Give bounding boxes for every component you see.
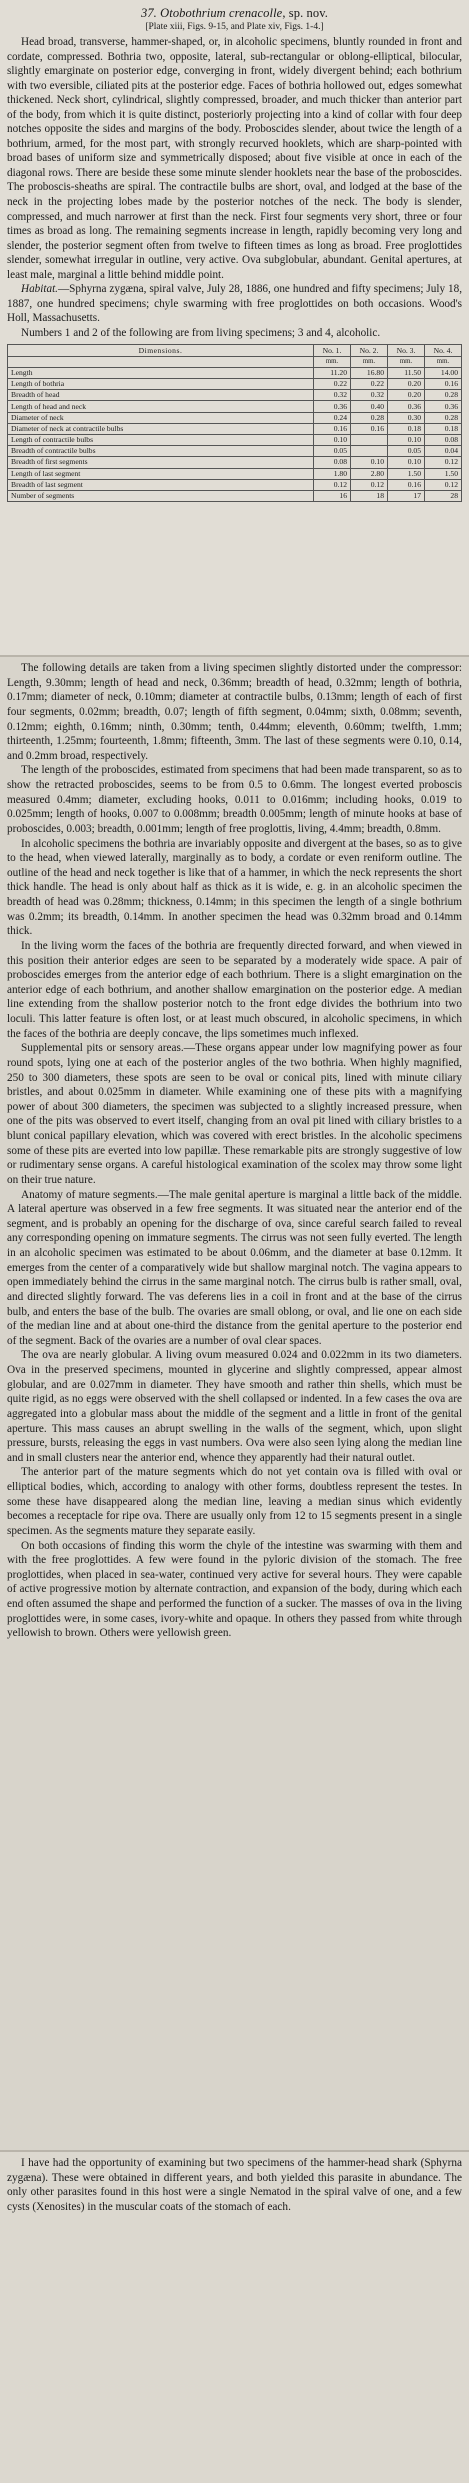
dimension-value: 0.18 (425, 423, 462, 434)
dimension-value: 0.05 (314, 446, 351, 457)
table-row (8, 423, 462, 434)
ova-paragraph: The ova are nearly globular. A living ovum measured 0.024 and 0.022mm in its two diameters. Ova in the preserved specimens, mounted in glycerine and slightly compressed, appear almost globular, and are 0.027mm in diameter. They have smooth and rather thin shells, which must be quite rigid, as no eggs were observed with the shell collapsed or indented. In a few cases the ova are aggregated into a globular mass about the middle of the segment and a little in front of the genital aperture. This mass causes an abrupt swelling in the walls of the segment, which, upon slight pressure, bursts, releasing the eggs in vast numbers. Ova were also seen lying along the median line and in small clusters near the anterior end, whence they apparently had their natural outlet. (7, 1349, 462, 1464)
units-cell: mm. (388, 356, 425, 367)
plate-reference: [Plate xiii, Figs. 9-15, and Plate xiv, Figs. 1-4.] (145, 22, 324, 32)
dimension-value: 0.10 (314, 434, 351, 445)
dimension-value: 0.12 (314, 479, 351, 490)
dimension-value: 0.20 (388, 379, 425, 390)
supplemental-pits-paragraph: Supplemental pits or sensory areas.—These organs appear under low magnifying power as four round spots, lying one at each of the posterior angles of the two bothria. When highly magnified, 250 to 300 diameters, these spots are seen to be oval or conical pits, lined with minute ciliary bristles, and about 0.025mm in diameter. While examining one of these pits with a magnifying power of about 300 diameters, the specimen was subjected to a slightly increased pressure, when one of the pits was observed to evert itself, changing from an oval pit lined with ciliary bristles to a blunt conical papillary elevation, which was covered with erect bristles. In the alcoholic specimens some of these pits are everted into low papillæ. These remarkable pits are strongly suggestive of low or rudimentary sense organs. A careful histological examination of the scolex may throw some light on their true nature. (7, 1042, 462, 1186)
header-no2: No. 2. (351, 345, 388, 356)
dimension-value: 0.28 (425, 412, 462, 423)
dimension-value: 0.40 (351, 401, 388, 412)
dimension-value: 0.32 (314, 390, 351, 401)
dimensions-table (7, 344, 462, 502)
alcoholic-specimens-paragraph: In alcoholic specimens the bothria are invariably opposite and divergent at the bases, so as to give to the head, when viewed laterally, marginally as to body, a cordate or even reniform outline. The outline of the head and neck together is like that of a hammer, in which the neck represents the short thick handle. The head is only about half as thick as it is wide, e. g. in an alcoholic specimen the breadth of head was 0.28mm; thickness, 0.14mm; in this specimen the length of a single bothrium was 0.2mm; its breadth, 0.14mm. In another specimen the head was 0.32mm broad and 0.14mm thick. (7, 837, 462, 938)
dimension-label: Length of contractile bulbs (8, 434, 314, 445)
dimension-label: Breadth of last segment (8, 479, 314, 490)
dimension-value: 0.16 (314, 423, 351, 434)
units-cell: mm. (314, 356, 351, 367)
dimension-value: 0.18 (388, 423, 425, 434)
dimension-value: 0.08 (314, 457, 351, 468)
dimension-value: 16.80 (351, 367, 388, 378)
dimension-value: 2.80 (351, 468, 388, 479)
dimension-value: 11.20 (314, 367, 351, 378)
table-row (8, 379, 462, 390)
numbers-note: Numbers 1 and 2 of the following are from living specimens; 3 and 4, alcoholic. (21, 326, 381, 339)
table-row (8, 390, 462, 401)
species-description: Head broad, transverse, hammer-shaped, or, in alcoholic specimens, bluntly rounded in front and cordate, compressed. Bothria two, opposite, lateral, sub-rectangular or oblong-elliptical, bilocular, slightly emarginate on posterior edge, converging in front, widely divergent behind; each bothrium with two eversible, ciliated pits at the posterior edge. Faces of bothria hollowed out, edges somewhat thickened. Neck short, cylindrical, slightly compressed, broader, and much thicker than anterior part of the body, from which it is quite distinct, posteriorly projecting into a kind of collar with four deep notches opposite the sides and margins of the body. Proboscides slender, about twice the length of a bothrium, armed, for the most part, with strongly recurved hooklets, which are sharp-pointed with broad bases of uniform size and symmetrically disposed; about five visible at once in each of the diagonal rows. There are beside these some minute slender hooklets near the base of the proboscides. The proboscis-sheaths are spiral. The contractile bulbs are short, oval, and lodged at the base of the neck in the projecting lobes made by the posterior notches of the neck. The body is slender, compressed, and much narrower at first than the neck. First four segments very short, three or four times as broad as long. The remaining segments increase in length, rapidly becoming very long and slender, the posterior segment often from twelve to fifteen times as long as broad. Free proglottides slender, somewhat irregular in outline, very active. Ova subglobular, abundant. Genital apertures, at least male, marginal a little behind middle point. (7, 36, 462, 281)
dimension-value: 0.36 (388, 401, 425, 412)
dimension-value: 0.30 (388, 412, 425, 423)
units-row (8, 356, 462, 367)
table-row (8, 468, 462, 479)
habitat-paragraph (7, 282, 462, 326)
dimension-value: 0.10 (388, 457, 425, 468)
dimension-label: Length of last segment (8, 468, 314, 479)
dimension-value: 1.50 (425, 468, 462, 479)
table-row (8, 490, 462, 501)
header-no4: No. 4. (425, 345, 462, 356)
testes-paragraph: The anterior part of the mature segments which do not yet contain ova is filled with oval or elliptical bodies, which, according to analogy with other forms, doubtless represent the testes. In some these have disappeared along the median line, leaving a median sinus which evidently becomes a receptacle for ripe ova. There are usually only from 12 to 15 segments present in a single specimen. As the segments mature they separate easily. (7, 1466, 462, 1537)
dimension-value: 0.36 (314, 401, 351, 412)
dimension-label: Breadth of head (8, 390, 314, 401)
anatomy-paragraph: Anatomy of mature segments.—The male genital aperture is marginal a little back of the middle. A lateral aperture was observed in a few free segments. It was situated near the anterior end of the segment, and is probably an opening for the discharge of ova, since careful search failed to reveal any corresponding opening on immature segments. The cirrus was not seen fully everted. The length in an alcoholic specimen was estimated to be about 0.06mm, and the diameter at base 0.12mm. It emerges from the center of a comparatively wide but shallow marginal notch. The vagina appears to open immediately behind the cirrus in the same marginal notch. The cirrus bulb is rather small, oval, and directed slightly forward. The vas deferens lies in a coil in front and at the base of the cirrus bulb, and enters the base of the bulb. The ovaries are small oblong, or oval, and lie one on each side of the median line and at about one-third the distance from the genital aperture to the posterior end of the segment. Back of the ovaries are a number of oval clear spaces. (7, 1188, 462, 1347)
dimension-value: 1.80 (314, 468, 351, 479)
dimension-value: 0.10 (351, 457, 388, 468)
dimension-value: 0.05 (388, 446, 425, 457)
table-row (8, 412, 462, 423)
header-no3: No. 3. (388, 345, 425, 356)
species-title (7, 6, 462, 21)
table-row (8, 479, 462, 490)
dimension-value: 0.08 (425, 434, 462, 445)
dimension-value: 0.28 (351, 412, 388, 423)
table-row (8, 401, 462, 412)
dimension-label: Length of head and neck (8, 401, 314, 412)
dimension-label: Diameter of neck (8, 412, 314, 423)
living-worm-paragraph: In the living worm the faces of the bothria are frequently directed forward, and when viewed in this position their anterior edges are seen to be separated by a moderately wide space. A pair of proboscides emerges from the anterior edge of each bothrium. There is a slight emargination on the anterior edge of each bothrium, and another shallow emargination on the posterior edge. A median line extending from the shallow posterior notch to the front edge divides the bothrium into two loculi. This latter feature is often lost, or at least much obscured, in alcoholic specimens, in which the faces of the bothria are deeply concave, the lips sometimes much inflexed. (7, 939, 462, 1040)
units-cell: mm. (351, 356, 388, 367)
header-no1: No. 1. (314, 345, 351, 356)
dimension-value: 18 (351, 490, 388, 501)
dimension-value: 0.36 (425, 401, 462, 412)
dimension-value (351, 434, 388, 445)
dimension-value: 1.50 (388, 468, 425, 479)
habitat-text: —Sphyrna zygæna, spiral valve, July 28, 1886, one hundred and fifty specimens; July 18, 1887, one hundred specimens; chyle swarming with free proglottides on both occasions. Wood's Holl, Massachusetts. (7, 283, 462, 325)
units-cell (8, 356, 314, 367)
dimensions-header-row (8, 345, 462, 356)
dimension-value: 0.22 (314, 379, 351, 390)
page-strip-bottom (0, 2152, 469, 2483)
dimension-value: 0.22 (351, 379, 388, 390)
dimension-value: 0.16 (388, 479, 425, 490)
header-dimensions: Dimensions. (8, 345, 314, 356)
proboscides-paragraph: The length of the proboscides, estimated from specimens that had been made transparent, so as to show the retracted proboscides, seems to be from 0.5 to 0.6mm. The longest everted proboscis measured 0.4mm; diameter, excluding hooks, 0.011 to 0.016mm; including hooks, 0.019 to 0.025mm; length of hooks, 0.007 to 0.008mm; breadth 0.005mm; length of minute hooks at base of proboscides, 0.003; breadth, 0.001mm; length of free proglottis, living, 4.4mm; breadth, 0.8mm. (7, 764, 462, 835)
page-strip-middle (0, 657, 469, 2150)
dimension-label: Breadth of first segments (8, 457, 314, 468)
dimension-value: 14.00 (425, 367, 462, 378)
dimension-value: 0.16 (351, 423, 388, 434)
hammerhead-paragraph: I have had the opportunity of examining but two specimens of the hammer-head shark (Sphyrna zygæna). These were obtained in different years, and both yielded this parasite in abundance. The only other parasites found in this host were a single Nematod in the spiral valve of one, and a few cysts (Xenosites) in the muscular coats of the stomach of each. (7, 2157, 462, 2214)
dimension-value: 0.24 (314, 412, 351, 423)
dimension-value: 0.32 (351, 390, 388, 401)
dimension-label: Length of bothria (8, 379, 314, 390)
species-title-suffix: , sp. nov. (282, 6, 329, 20)
dimension-label: Number of segments (8, 490, 314, 501)
table-row (8, 457, 462, 468)
occasions-paragraph: On both occasions of finding this worm the chyle of the intestine was swarming with them and with the free proglottides. A few were found in the pyloric division of the stomach. The free proglottides, when placed in sea-water, continued very active for several hours. They were capable of active progressive motion by alternate contraction, and expansion of the body, during which each end often assumed the shape and performed the function of a sucker. The masses of ova in the living proglottides were, in some cases, ivory-white and opaque. In others they passed from white through yellowish to brown. Others were yellowish green. (7, 1539, 462, 1640)
dimension-value: 0.20 (388, 390, 425, 401)
habitat-label: Habitat. (21, 283, 58, 296)
table-row (8, 434, 462, 445)
units-cell: mm. (425, 356, 462, 367)
dimension-value: 0.04 (425, 446, 462, 457)
dimension-value: 0.12 (425, 479, 462, 490)
dimension-value: 0.12 (425, 457, 462, 468)
table-row (8, 367, 462, 378)
dimension-value: 0.10 (388, 434, 425, 445)
table-row (8, 446, 462, 457)
dimension-value: 17 (388, 490, 425, 501)
dimension-label: Diameter of neck at contractile bulbs (8, 423, 314, 434)
dimension-value: 0.16 (425, 379, 462, 390)
dimension-value: 11.50 (388, 367, 425, 378)
species-name: 37. Otobothrium crenacolle (140, 6, 283, 20)
dimension-label: Length (8, 367, 314, 378)
dimension-label: Breadth of contractile bulbs (8, 446, 314, 457)
dimension-value: 0.28 (425, 390, 462, 401)
living-specimen-details: The following details are taken from a living specimen slightly distorted under the compressor: Length, 9.30mm; length of head and neck, 0.36mm; breadth of head, 0.32mm; length of bothria, 0.17mm; diameter of neck, 0.10mm; diameter at contractile bulbs, 0.13mm; length of each of first four segments, 0.02mm; breadth, 0.07; length of fifth segment, 0.04mm; sixth, 0.08mm; seventh, 0.12mm; eighth, 0.16mm; ninth, 0.30mm; tenth, 0.44mm; eleventh, 0.60mm; twelfth, 1.mm; thirteenth, 1.25mm; fourteenth, 1.8mm; fifteenth, 3mm. The last of these segments were 0.10, 0.14, and 0.2mm broad, respectively. (7, 662, 462, 762)
dimension-value: 28 (425, 490, 462, 501)
dimension-value: 0.12 (351, 479, 388, 490)
dimension-value (351, 446, 388, 457)
dimension-value: 16 (314, 490, 351, 501)
page-strip-top (0, 0, 469, 655)
